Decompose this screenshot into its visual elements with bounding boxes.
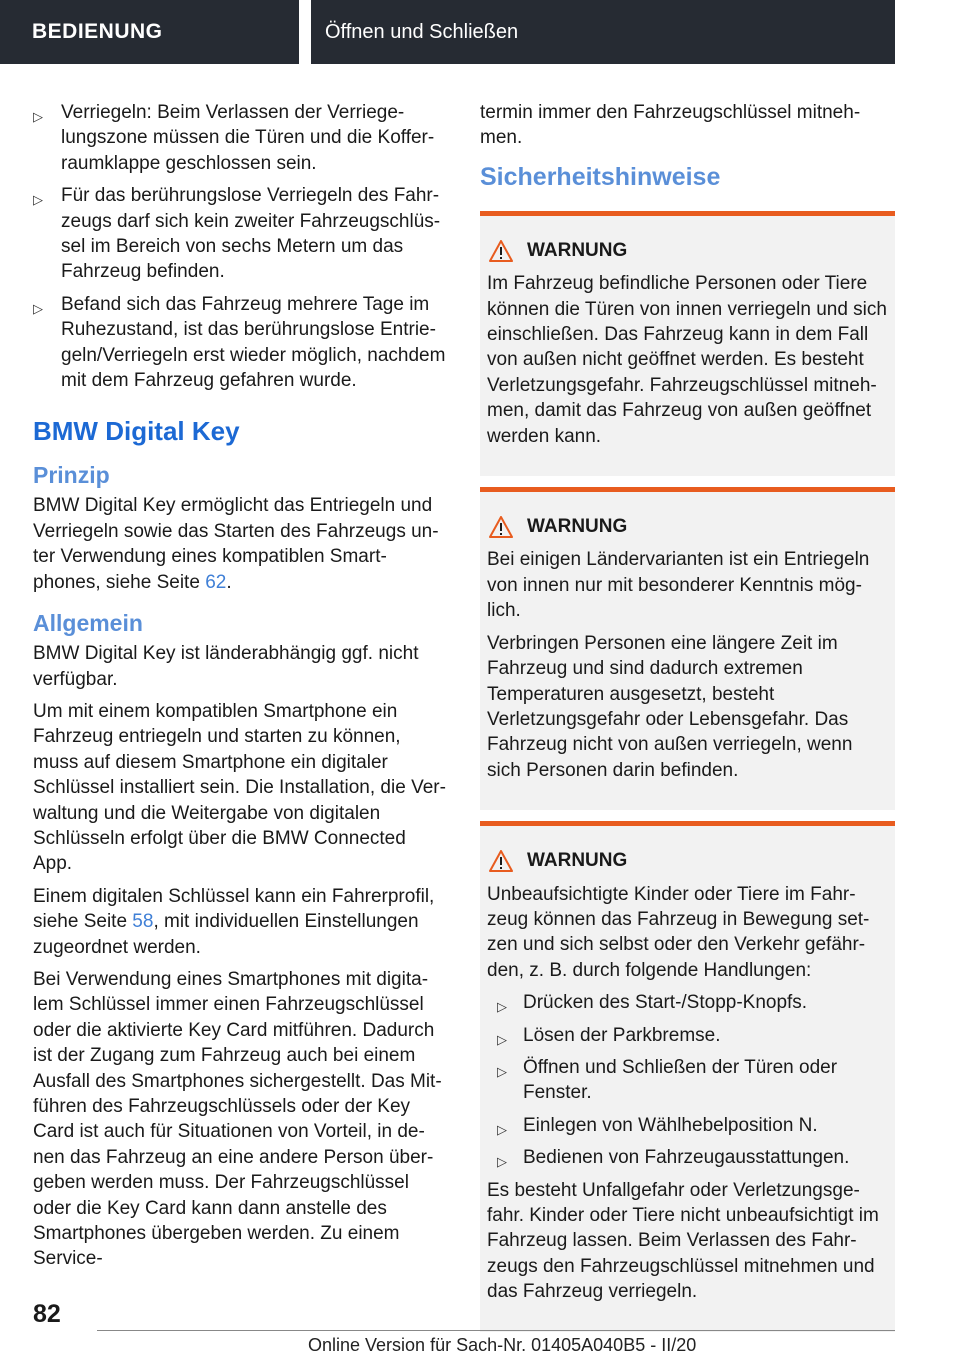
warning-title: WARNUNG bbox=[527, 239, 628, 261]
page-link-58[interactable]: 58 bbox=[132, 911, 154, 933]
warning-actions-list bbox=[487, 990, 887, 1170]
allgemein-paragraph-4: Bei Verwendung eines Smartphones mit digitalem Schlüssel immer einen Fahrzeugschlüssel oder die aktivierte Key Card mitführen. Dadurch ist der Zugang zum Fahrzeug auch bei einem Ausfall des Smartphones sichergestellt. Das Mitführen des Fahrzeugschlüssels oder der Key Card ist auch für Situationen von Vorteil, in denen das Fahrzeug an eine andere Person übergeben werden muss. Der Fahrzeugschlüssel oder die Key Card kann dann anstelle des Smartphones übergeben werden. Zu einem Service- bbox=[33, 968, 442, 1270]
warning-text: Bei einigen Ländervarianten ist ein Entriegeln von innen nur mit besonderer Kenntnis möglich. bbox=[487, 549, 870, 622]
list-item: ▷ Öffnen und Schließen der Türen oder Fenster. bbox=[497, 1056, 838, 1104]
right-column bbox=[480, 100, 895, 1343]
bullet-triangle-icon: ▷ bbox=[33, 300, 43, 316]
warning-box-1 bbox=[480, 211, 895, 476]
warning-triangle-icon bbox=[489, 516, 513, 538]
page-link-62[interactable]: 62 bbox=[205, 571, 227, 593]
heading-prinzip: Prinzip bbox=[33, 462, 110, 489]
warning-triangle-icon bbox=[489, 240, 513, 262]
bullet-triangle-icon: ▷ bbox=[497, 1063, 507, 1079]
warning-box-3 bbox=[480, 821, 895, 1332]
list-item: ▷ Für das berührungslose Verriegeln des Fahrzeugs darf sich kein zweiter Fahrzeugschlüssel im Bereich von sechs Metern um das Fahrzeug befinden. bbox=[33, 185, 441, 283]
heading-safety-notes: Sicherheitshinweise bbox=[480, 162, 721, 191]
header-chapter-title: Öffnen und Schließen bbox=[311, 0, 895, 64]
warning-title: WARNUNG bbox=[527, 850, 628, 872]
heading-allgemein: Allgemein bbox=[33, 610, 143, 637]
list-item: ▷ Bedienen von Fahrzeugausstattungen. bbox=[487, 1145, 887, 1170]
allgemein-paragraph-1: BMW Digital Key ist länderabhängig ggf. nicht verfügbar. bbox=[33, 643, 419, 690]
footer-version-text: Online Version für Sach-Nr. 01405A040B5 - II/20 bbox=[308, 1335, 697, 1355]
bullet-triangle-icon: ▷ bbox=[33, 192, 43, 208]
allgemein-paragraph-2: Um mit einem kompatiblen Smartphone ein Fahrzeug entriegeln und starten zu können, muss auf diesem Smartphone ein digitaler Schlüssel installiert sein. Die Installation, die Verwaltung und die Weitergabe von digitalen Schlüsseln erfolgt über die BMW Connected App. bbox=[33, 700, 446, 875]
warning-box-2 bbox=[480, 487, 895, 810]
prinzip-paragraph: BMW Digital Key ermöglicht das Entriegeln und Verriegeln sowie das Starten des Fahrzeugs unter Verwendung eines kompatiblen Smartphones, siehe Seite 62. bbox=[33, 495, 439, 593]
bullet-triangle-icon: ▷ bbox=[497, 1154, 507, 1170]
warning-intro: Unbeaufsichtigte Kinder oder Tiere im Fahrzeug können das Fahrzeug in Bewegung setzen und sich selbst oder den Verkehr gefährden, z. B. durch folgende Handlungen: bbox=[487, 883, 870, 981]
warning-title: WARNUNG bbox=[527, 516, 628, 538]
list-item: ▷ Verriegeln: Beim Verlassen der Verriegelungszone müssen die Türen und die Kofferraumklappe geschlossen sein. bbox=[33, 102, 435, 174]
page-number: 82 bbox=[33, 1300, 61, 1328]
warning-triangle-icon bbox=[489, 850, 513, 872]
warning-text: Im Fahrzeug befindliche Personen oder Tiere können die Türen von innen verriegeln und sich einschließen. Das Fahrzeug kann in dem Fall von außen nicht geöffnet werden. Es besteht Verletzungsgefahr. Fahrzeugschlüssel mitnehmen, damit das Fahrzeug von außen geöffnet werden kann. bbox=[487, 273, 887, 447]
list-item: ▷ Drücken des Start-/Stopp-Knopfs. bbox=[487, 990, 887, 1015]
list-item: ▷ Lösen der Parkbremse. bbox=[487, 1023, 887, 1048]
heading-digital-key: BMW Digital Key bbox=[33, 416, 240, 447]
locking-conditions-list bbox=[33, 100, 448, 393]
continuation-paragraph: termin immer den Fahrzeugschlüssel mitnehmen. bbox=[480, 102, 861, 149]
warning-outro: Es besteht Unfallgefahr oder Verletzungsgefahr. Kinder oder Tiere nicht unbeaufsichtigt im Fahrzeug lassen. Beim Verlassen des Fahrzeugs den Fahrzeugschlüssel mitnehmen und das Fahrzeug verriegeln. bbox=[487, 1179, 879, 1303]
bullet-triangle-icon: ▷ bbox=[497, 999, 507, 1015]
warning-text: Verbringen Personen eine längere Zeit im Fahrzeug und sind dadurch extremen Temperaturen ausgesetzt, besteht Verletzungsgefahr oder Lebensgefahr. Das Fahrzeug nicht von außen verriegeln, wenn sich Personen darin befinden. bbox=[487, 632, 853, 781]
list-item: ▷ Befand sich das Fahrzeug mehrere Tage im Ruhezustand, ist das berührungslose Entriegeln/Verriegeln erst wieder möglich, nachdem mit dem Fahrzeug gefahren wurde. bbox=[33, 293, 446, 392]
header-section-title: BEDIENUNG bbox=[0, 0, 299, 64]
bullet-triangle-icon: ▷ bbox=[33, 109, 43, 124]
bullet-triangle-icon: ▷ bbox=[497, 1031, 507, 1047]
footer-divider bbox=[97, 1330, 895, 1331]
allgemein-paragraph-3: Einem digitalen Schlüssel kann ein Fahrerprofil, siehe Seite 58, mit individuellen Einstellungen zugeordnet werden. bbox=[33, 885, 435, 958]
list-item: ▷ Einlegen von Wählhebelposition N. bbox=[487, 1113, 887, 1138]
left-column bbox=[33, 100, 448, 1279]
bullet-triangle-icon: ▷ bbox=[497, 1121, 507, 1137]
